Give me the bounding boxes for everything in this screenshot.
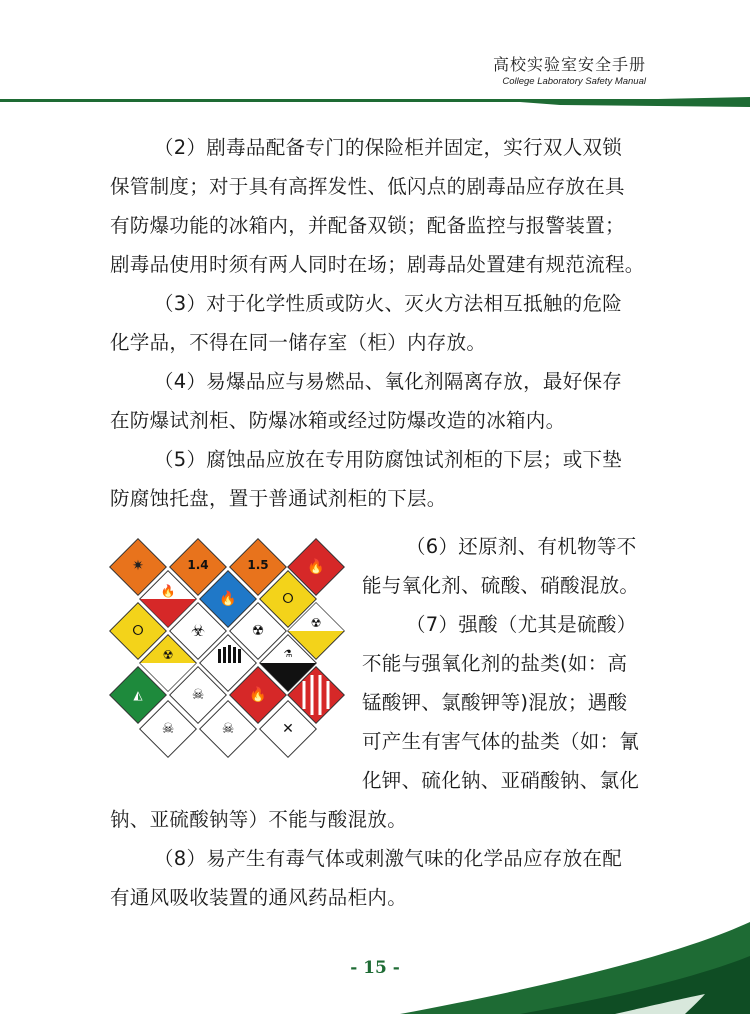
- paragraph-line: 化学品，不得在同一储存室（柜）内存放。: [110, 331, 487, 354]
- svg-text:◭: ◭: [133, 688, 143, 702]
- paragraph-line: 可产生有害气体的盐类（如：氰: [362, 730, 640, 753]
- paragraph-line: （8）易产生有毒气体或刺激气味的化学品应存放在配: [154, 847, 623, 870]
- paragraph-line: （4）易爆品应与易燃品、氧化剂隔离存放，最好保存: [154, 370, 623, 393]
- footer-corner-decoration: [0, 914, 750, 1014]
- header-subtitle: College Laboratory Safety Manual: [502, 76, 646, 87]
- paragraph-line: 防腐蚀托盘，置于普通试剂柜的下层。: [110, 487, 447, 510]
- hazmat-labels-image: [108, 537, 348, 765]
- paragraph-line: （2）剧毒品配备专门的保险柜并固定，实行双人双锁: [154, 136, 623, 159]
- paragraph-line: 能与氧化剂、硫酸、硝酸混放。: [362, 574, 640, 597]
- svg-text:☢: ☢: [251, 623, 265, 639]
- header-rule: [0, 97, 750, 107]
- paragraph-line: 剧毒品使用时须有两人同时在场；剧毒品处置建有规范流程。: [110, 253, 645, 276]
- svg-text:✷: ✷: [132, 558, 144, 574]
- svg-text:☠: ☠: [191, 687, 205, 703]
- svg-text:☢: ☢: [310, 616, 322, 630]
- paragraph-line: 钠、亚硫酸钠等）不能与酸混放。: [110, 808, 408, 831]
- paragraph-line: 化钾、硫化钠、亚硝酸钠、氯化: [362, 769, 640, 792]
- svg-text:⚗: ⚗: [283, 649, 293, 660]
- svg-text:🔥: 🔥: [307, 559, 325, 575]
- paragraph-line: 有通风吸收装置的通风药品柜内。: [110, 886, 408, 909]
- paragraph-line: （6）还原剂、有机物等不: [406, 535, 637, 558]
- paragraph-line: 不能与强氧化剂的盐类(如：高: [362, 652, 628, 675]
- svg-text:🔥: 🔥: [219, 591, 237, 607]
- paragraph-line: （7）强酸（尤其是硫酸）: [406, 613, 637, 636]
- paragraph-line: 在防爆试剂柜、防爆冰箱或经过防爆改造的冰箱内。: [110, 409, 566, 432]
- svg-text:☠: ☠: [221, 721, 235, 737]
- page-number: - 15 -: [350, 958, 400, 978]
- svg-text:✕: ✕: [282, 721, 294, 737]
- label-1-5-text: 1.5: [247, 558, 269, 572]
- svg-text:☣: ☣: [190, 621, 206, 640]
- paragraph-line: （3）对于化学性质或防火、灭火方法相互抵触的危险: [154, 292, 623, 315]
- paragraph-line: 有防爆功能的冰箱内，并配备双锁；配备监控与报警装置；: [110, 214, 625, 237]
- text-block-side: [362, 527, 652, 800]
- text-block-bottom: [110, 800, 640, 917]
- svg-text:☢: ☢: [162, 648, 174, 662]
- paragraph-line: 保管制度；对于具有高挥发性、低闪点的剧毒品应存放在具: [110, 175, 625, 198]
- text-block-top: [110, 128, 645, 518]
- svg-text:⭘: ⭘: [132, 623, 144, 639]
- paragraph-line: （5）腐蚀品应放在专用防腐蚀试剂柜的下层；或下垫: [154, 448, 623, 471]
- header-title: 高校实验室安全手册: [492, 55, 646, 74]
- svg-text:🔥: 🔥: [160, 584, 176, 598]
- paragraph-line: 锰酸钾、氯酸钾等)混放；遇酸: [362, 691, 628, 714]
- svg-text:🔥: 🔥: [249, 687, 267, 703]
- label-1-4-text: 1.4: [187, 558, 209, 572]
- svg-text:⭘: ⭘: [282, 591, 294, 607]
- svg-text:☠: ☠: [161, 721, 175, 737]
